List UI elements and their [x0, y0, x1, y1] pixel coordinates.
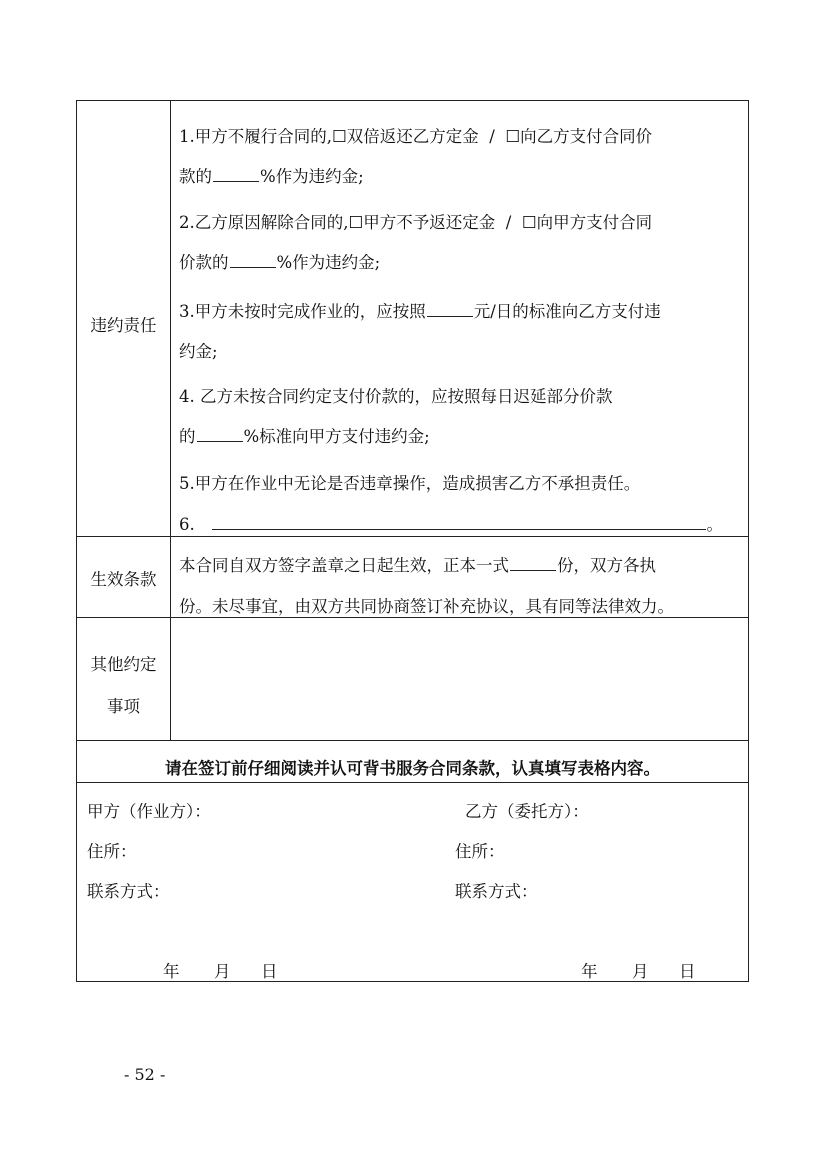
checkbox-double-deposit[interactable]: ☐ — [332, 127, 347, 146]
breach-item-3-line-1 — [179, 298, 661, 322]
page-number: - 52 - — [124, 1065, 166, 1084]
breach-item-6 — [179, 511, 723, 535]
percent-blank-2[interactable] — [230, 252, 276, 268]
breach-item-6-end: 。 — [706, 515, 723, 534]
party-b-date-day: 日 — [679, 962, 696, 981]
breach-item-2-text-e: %作为违约金; — [276, 253, 381, 272]
breach-item-2-text-b: 甲方不予返还定金 — [363, 213, 496, 232]
breach-item-4-text-c: %标准向甲方支付违约金; — [243, 427, 430, 446]
breach-item-2-text-c: 向甲方支付合同 — [536, 213, 653, 232]
breach-item-1-text-d: 款的 — [179, 167, 212, 186]
breach-item-1-text-c: 向乙方支付合同价 — [520, 127, 653, 146]
breach-label: 违约责任 — [90, 316, 157, 335]
breach-item-5: 5.甲方在作业中无论是否违章操作，造成损害乙方不承担责任。 — [179, 474, 641, 493]
row-divider-other — [77, 740, 748, 741]
breach-item-1-text-e: %作为违约金; — [260, 167, 364, 186]
breach-item-1-text-a: 1.甲方不履行合同的, — [179, 127, 332, 146]
party-a-date-month: 月 — [214, 962, 231, 981]
custom-clause-blank[interactable] — [212, 514, 706, 530]
breach-item-2-text-d: 价款的 — [179, 253, 229, 272]
breach-item-1-text-b: 双倍返还乙方定金 — [346, 127, 479, 146]
breach-item-2-line-1 — [179, 209, 652, 233]
party-b-contact: 联系方式： — [455, 882, 538, 901]
percent-blank-1[interactable] — [213, 166, 259, 182]
breach-item-3-line-2: 约金; — [179, 342, 218, 361]
breach-item-2-line-2 — [179, 249, 380, 273]
effect-text-b: 份，双方各执 — [557, 556, 656, 575]
other-label-line-1: 其他约定 — [90, 655, 157, 674]
breach-item-3-text-a: 3.甲方未按时完成作业的，应按照 — [179, 302, 426, 321]
party-b-address: 住所： — [455, 842, 505, 861]
party-a-date-year: 年 — [163, 962, 180, 981]
copies-blank[interactable] — [510, 555, 556, 571]
breach-item-4-line-2 — [179, 423, 430, 447]
effect-text-a: 本合同自双方签字盖章之日起生效，正本一式 — [179, 556, 509, 575]
effect-line-2: 份。未尽事宜，由双方共同协商签订补充协议，具有同等法律效力。 — [179, 597, 674, 616]
effect-line-1 — [179, 552, 656, 576]
party-b-date-month: 月 — [632, 962, 649, 981]
breach-item-2-text-a: 2.乙方原因解除合同的, — [179, 213, 349, 232]
party-a-contact: 联系方式： — [87, 882, 170, 901]
checkbox-pay-percent-2[interactable]: ☐ — [521, 213, 537, 232]
effect-label: 生效条款 — [90, 570, 157, 589]
checkbox-no-refund[interactable]: ☐ — [348, 213, 364, 232]
party-b-date-year: 年 — [581, 962, 598, 981]
party-b-title: 乙方（委托方）： — [465, 802, 589, 821]
daily-amount-blank[interactable] — [427, 301, 473, 317]
breach-item-3-text-b: 元/日的标准向乙方支付违 — [473, 302, 661, 321]
slash-separator: / — [489, 127, 495, 146]
contract-table — [76, 100, 749, 982]
breach-item-4-text-b: 的 — [179, 427, 196, 446]
other-label-line-2: 事项 — [107, 697, 140, 716]
party-a-title: 甲方（作业方）： — [87, 802, 211, 821]
percent-blank-3[interactable] — [197, 426, 243, 442]
checkbox-pay-percent[interactable]: ☐ — [505, 127, 521, 146]
breach-item-1-line-1 — [179, 123, 652, 147]
row-divider-breach — [77, 536, 748, 537]
notice-text: 请在签订前仔细阅读并认可背书服务合同条款，认真填写表格内容。 — [165, 759, 660, 778]
breach-item-4-line-1: 4. 乙方未按合同约定支付价款的，应按照每日迟延部分价款 — [179, 387, 613, 406]
slash-separator: / — [505, 213, 512, 232]
row-divider-notice — [77, 782, 748, 783]
party-a-address: 住所： — [87, 842, 137, 861]
other-terms-field[interactable] — [171, 618, 748, 739]
breach-item-6-text: 6. — [179, 515, 195, 534]
party-a-date-day: 日 — [261, 962, 278, 981]
breach-item-1-line-2 — [179, 163, 364, 187]
